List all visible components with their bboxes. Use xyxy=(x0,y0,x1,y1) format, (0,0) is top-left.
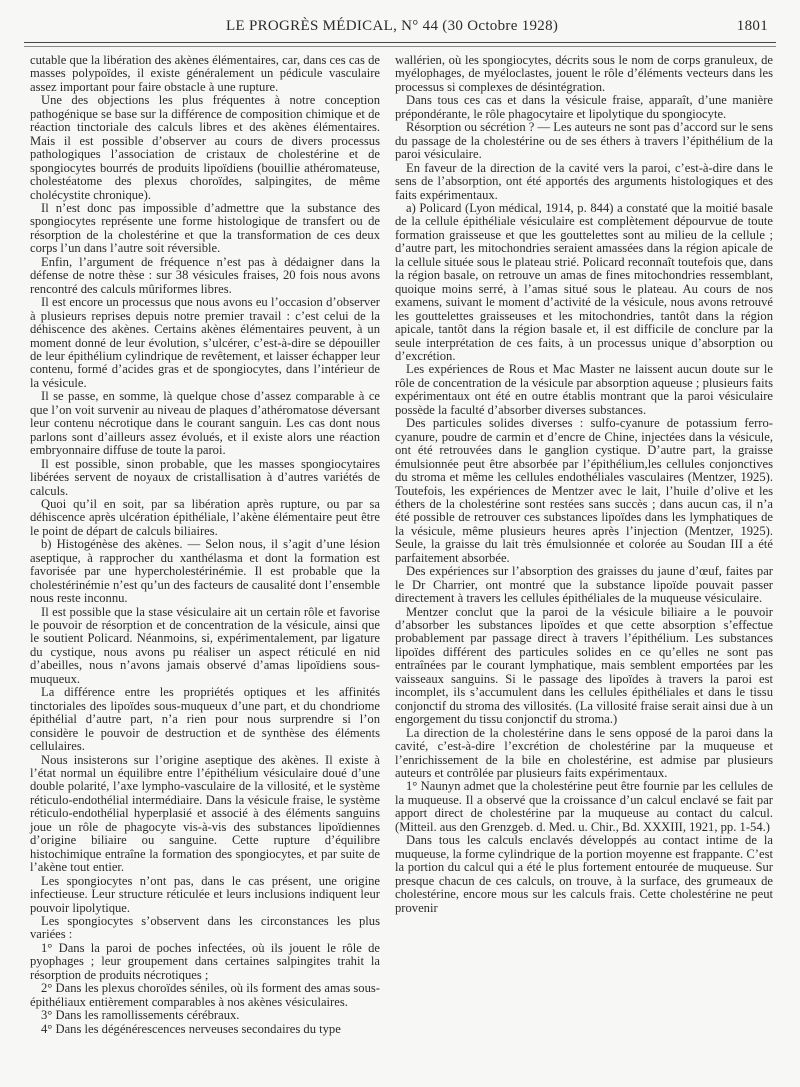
paragraph: Des particules solides diverses : sulfo-cyanure de potassium ferro-cyanure, poudre de carmin et d’encre de Chine, injectées dans la vésicule, ont été retrouvées dans le ganglion cystique. D’autre part, la graisse émulsionnée peut être absorbée par l’épithélium,les cellules conjonctives du stroma et même les cellules endothéliales vasculaires (Mentzer, 1925). Toutefois, les expériences de Mentzer avec le lait, l’huile d’olive et les éthers de la cholestérine sont restées sans succès ; dans aucun cas, il n’a été possible de retrouver ces substances lipoïdes dans les lymphatiques de la vésicule, même plusieurs heures après l’injection (Mentzer, 1925). Seule, la graisse du lait très émulsionnée et colorée au Soudan III a été parfaitement absorbée. xyxy=(395,416,773,565)
paragraph: 3° Dans les ramollissements cérébraux. xyxy=(41,1008,240,1023)
paragraph: Résorption ou sécrétion ? — Les auteurs ne sont pas d’accord sur le sens du passage de la cholestérine ou de ses éthers à travers l’épithélium de la paroi vésiculaire. xyxy=(395,120,773,162)
paragraph: 1° Dans la paroi de poches infectées, où ils jouent le rôle de pyophages ; leur groupement dans certaines salpingites trahit la résorption de produits nécrotiques ; xyxy=(30,940,380,982)
left-column xyxy=(30,54,380,1036)
paragraph: 2° Dans les plexus choroïdes séniles, où ils forment des amas sous-épithéliaux entièrement comparables à nos akènes vésiculaires. xyxy=(30,981,380,1009)
header-rule xyxy=(24,42,776,43)
paragraph: Il est encore un processus que nous avons eu l’occasion d’observer à plusieurs reprises depuis notre premier travail : c’est celui de la déhiscence des akènes. Certains akènes élémentaires peuvent, à un moment donné de leur évolution, s’ulcérer, c’est-à-dire se dépouiller de leur épithélium cylindrique de revêtement, et laisser échapper leur contenu, formé d’acides gras et de spongiocytes, dans l’intérieur de la vésicule. xyxy=(30,295,380,390)
right-column xyxy=(395,54,773,915)
paragraph: Il n’est donc pas impossible d’admettre que la substance des spongiocytes représente une forme histologique de transfert ou de résorption de la cholestérine et que la transformation de ces deux corps l’un dans l’autre soit réversible. xyxy=(30,200,380,256)
paragraph: En faveur de la direction de la cavité vers la paroi, c’est-à-dire dans le sens de l’absorption, ont été apportés des arguments histologiques et des faits expérimentaux. xyxy=(395,160,773,202)
paragraph: Il est possible, sinon probable, que les masses spongiocytaires libérées servent de noyaux de cristallisation à d’autres variétés de calculs. xyxy=(30,456,380,498)
running-header xyxy=(0,6,800,34)
page-number: 1801 xyxy=(736,18,768,34)
paragraph: Nous insisterons sur l’origine aseptique des akènes. Il existe à l’état normal un équilibre entre l’épithélium vésiculaire doué d’une double polarité, l’axe lympho-vasculaire de la villosité, et le système réticulo-endothélial intermédiaire. Dans la vésicule fraise, le système réticulo-endothélial hyperplasié et associé à des éléments sanguins joue un rôle de phagocyte vis-à-vis des substances lipoïdiennes d’origine biliaire ou sanguine. Cette rupture d’équilibre histochimique entraîne la formation des spongiocytes, et par suite de l’akène tout entier. xyxy=(30,752,380,875)
paragraph: La différence entre les propriétés optiques et les affinités tinctoriales des lipoïdes sous-muqueux d’une part, et du chondriome épithélial d’autre part, n’a rien pour nous surprendre si l’on considère le pouvoir de destruction et de synthèse des éléments cellulaires. xyxy=(30,685,380,754)
paragraph: Une des objections les plus fréquentes à notre conception pathogénique se base sur la différence de composition chimique et de réaction tinctoriale des calculs libres et des akènes élémentaires. Mais il est possible d’observer au cours de divers processus pathologiques l’association de cristaux de cholestérine et de spongiocytes bourrés de produits lipoïdiens (bouillie athéromateuse, cholestéatome des plexus choroïdes, salpingites, de même cholécystite chronique). xyxy=(30,93,380,202)
paragraph: wallérien, où les spongiocytes, décrits sous le nom de corps granuleux, de myélophages, de myéloclastes, jouent le rôle d’éléments vecteurs dans les processus si complexes de désintégration. xyxy=(395,53,773,94)
paragraph: Dans tous ces cas et dans la vésicule fraise, apparaît, d’une manière prépondérante, le rôle phagocytaire et lipolytique du spongiocyte. xyxy=(395,93,773,121)
paragraph: Dans tous les calculs enclavés développés au contact intime de la muqueuse, la forme cylindrique de la portion moyenne est frappante. C’est la portion du calcul qui a été le plus fortement entourée de muqueuse. Sur presque chacun de ces calculs, on trouve, à la surface, des grumeaux de cholestérine, encore mous sur les calculs frais. Cette cholestérine ne peut provenir xyxy=(395,833,773,915)
paragraph: Il se passe, en somme, là quelque chose d’assez comparable à ce que l’on voit survenir au niveau de plaques d’athéromatose déversant leur contenu nécrotique dans le courant sanguin. Les cas dont nous parlons sont d’ailleurs assez évolués, et il existe alors une réaction embryonnaire diffuse de toute la paroi. xyxy=(30,389,380,458)
paragraph: Les spongiocytes n’ont pas, dans le cas présent, une origine infectieuse. Leur structure réticulée et leurs inclusions indiquent leur pouvoir lipolytique. xyxy=(30,873,380,915)
paragraph: La direction de la cholestérine dans le sens opposé de la paroi dans la cavité, c’est-à-dire l’excrétion de cholestérine par la muqueuse et l’enrichissement de la bile en cholestérine, est admise par plusieurs auteurs et contrôlée par plusieurs faits expérimentaux. xyxy=(395,725,773,781)
paragraph: Enfin, l’argument de fréquence n’est pas à dédaigner dans la défense de notre thèse : sur 38 vésicules fraises, 20 fois nous avons rencontré des calculs mûriformes libres. xyxy=(30,254,380,296)
paragraph: a) Policard (Lyon médical, 1914, p. 844) a constaté que la moitié basale de la cellule épithéliale vésiculaire est complètement dépourvue de toute formation graisseuse et que les gouttelettes sont au milieu de la cellule ; d’autre part, les mitochondries seraient amassées dans la région apicale de la cellule située sous le plateau strié. Policard reconnaît toutefois que, dans la région basale, on retrouve un amas de fines mitochondries ressemblant, quoique moins serré, à l’amas situé sous le plateau. Au cours de nos examens, suivant le moment d’activité de la vésicule, nous avons retrouvé les gouttelettes graisseuses et les mitochondries, tantôt dans la région apicale, tantôt dans la région basale et, il est difficile de conclure par la seule interprétation de ces faits, à un processus unique d’absorption ou d’excrétion. xyxy=(395,200,773,363)
header-rule-thin xyxy=(24,46,776,47)
paragraph: Quoi qu’il en soit, par sa libération après rupture, ou par sa déhiscence après ulcération épithéliale, l’akène élémentaire peut être le point de départ de calculs biliaires. xyxy=(30,496,380,538)
paragraph: 1° Naunyn admet que la cholestérine peut être fournie par les cellules de la muqueuse. Il a observé que la croissance d’un calcul enclavé se fait par apport direct de cholestérine par la muqueuse au contact du calcul. (Mitteil. aus den Grenzgeb. d. Med. u. Chir., Bd. XXXIII, 1921, pp. 1-54.) xyxy=(395,779,773,834)
paragraph: Les spongiocytes s’observent dans les circonstances les plus variées : xyxy=(30,914,380,942)
paragraph: Il est possible que la stase vésiculaire ait un certain rôle et favorise le pouvoir de résorption et de concentration de la vésicule, ainsi que le soutient Policard. Néanmoins, si, expérimentalement, par ligature du cystique, nous avons pu réaliser un aspect réticulé en nid d’abeilles, nous n’avons jamais observé d’amas lipoïdiens sous-muqueux. xyxy=(30,604,380,686)
paragraph: Mentzer conclut que la paroi de la vésicule biliaire a le pouvoir d’absorber les substances lipoïdes et que cette absorption s’effectue probablement par passage direct à travers l’épithélium. Les substances lipoïdes différent des particules solides en ce qu’elles ne sont pas entraînées par le courant lymphatique, mais semblent emportées par les vaisseaux sanguins. Si le passage des lipoïdes à travers la paroi est incomplet, ils s’accumulent dans les cellules épithéliales et dans le tissu conjonctif du stroma des villosités. (La villosité fraise serait ainsi due à un engorgement du tissu conjonctif du stroma.) xyxy=(395,604,773,727)
paragraph: b) Histogénèse des akènes. — Selon nous, il s’agit d’une lésion aseptique, à rapprocher du xanthélasma et dont la formation est favorisée par une hypercholestérinémie. Il est probable que la cholestérinémie n’est qu’un des facteurs de causalité dont l’ensemble nous reste inconnu. xyxy=(30,537,380,606)
paragraph: cutable que la libération des akènes élémentaires, car, dans ces cas de masses polypoïdes, il existe généralement un pédicule vasculaire assez important pour faire obstacle à une rupture. xyxy=(30,53,380,94)
paragraph: Des expériences sur l’absorption des graisses du jaune d’œuf, faites par le Dr Charrier, ont montré que la substance lipoïde pouvait passer directement à travers les cellules épithéliales de la muqueuse vésiculaire. xyxy=(395,564,773,606)
paragraph: Les expériences de Rous et Mac Master ne laissent aucun doute sur le rôle de concentration de la vésicule par absorption aqueuse ; plusieurs faits expérimentaux ont été en outre établis montrant que la paroi vésiculaire possède la faculté d’absorber diverses substances. xyxy=(395,362,773,417)
paragraph: 4° Dans les dégénérescences nerveuses secondaires du type xyxy=(41,1021,341,1036)
journal-title: LE PROGRÈS MÉDICAL, N° 44 (30 Octobre 1928) xyxy=(226,18,559,34)
